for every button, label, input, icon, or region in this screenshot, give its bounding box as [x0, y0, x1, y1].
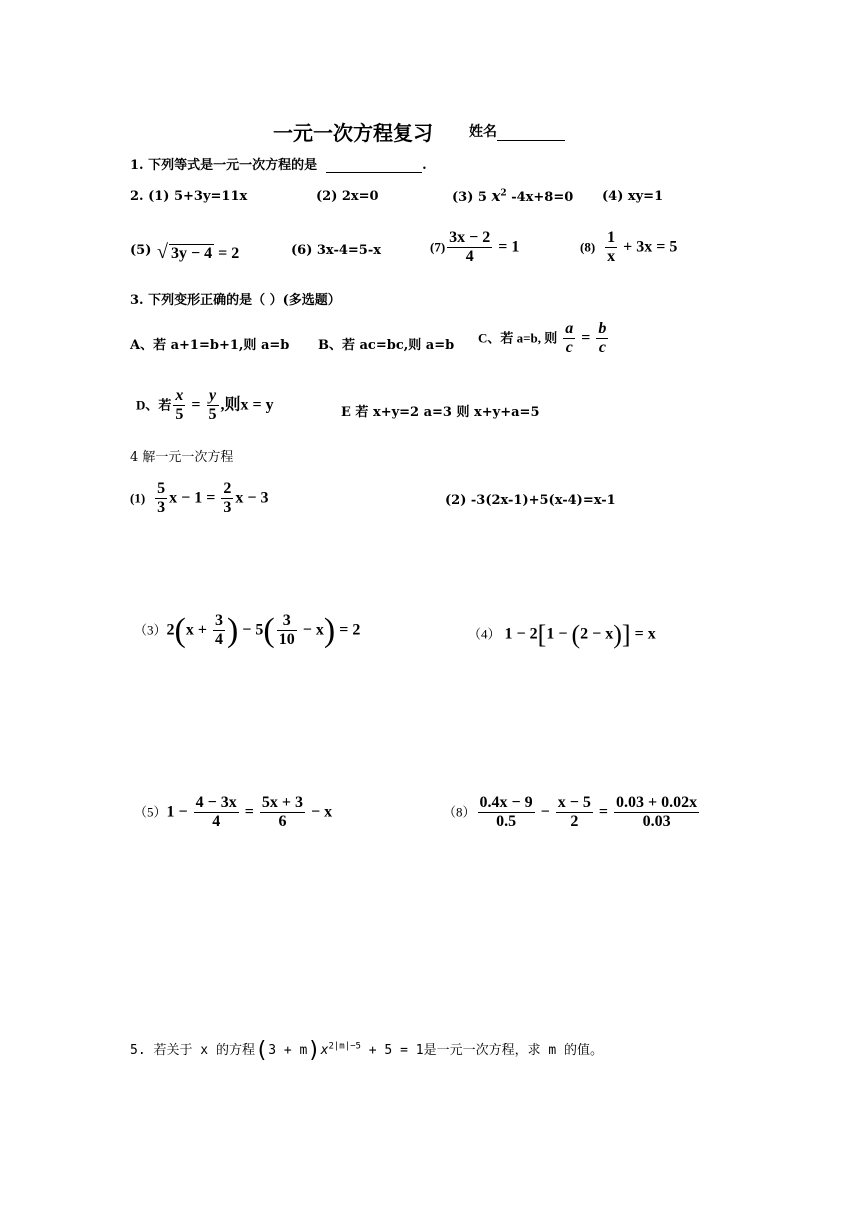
option-b: B、若 ac=bc,则 a=b [318, 338, 455, 353]
fraction: $\frac{a}{c}$ [565, 320, 574, 357]
equation-2: (2) -3(2x-1)+5(x-4)=x-1 [445, 493, 616, 508]
name-blank [497, 126, 565, 141]
q2-item-7: (7) $\frac{3x - 2}{4}$ = 1 [430, 229, 520, 266]
fraction: $\frac{y}{5}$ [208, 387, 217, 424]
fraction: $\frac{x}{5}$ [175, 387, 184, 424]
q2-item-4: (4) xy=1 [602, 189, 664, 204]
name-field [469, 121, 565, 141]
option-d: D、若 $\frac{x}{5}$ = $\frac{y}{5}$ ,则x = y [136, 387, 274, 424]
fraction: $\frac{5}{3}$ [157, 480, 166, 517]
radical-sign: √ [157, 241, 168, 263]
fraction: $\frac{4 - 3x}{4}$ [195, 794, 237, 831]
fraction: $\frac{b}{c}$ [598, 320, 607, 357]
fraction: $\frac{0.03 + 0.02x}{0.03}$ [616, 794, 698, 831]
fraction: $\frac{1}{x}$ [607, 229, 616, 266]
question-1: 1. 下列等式是一元一次方程的是 . [130, 158, 427, 173]
name-label: 姓名 [469, 124, 497, 140]
q2-item-6: (6) 3x-4=5-x [291, 243, 381, 258]
equation-1: (1) $\frac{5}{3}$ x − 1 = $\frac{2}{3}$ x − 3 [130, 480, 269, 517]
equation-3: （3）2(x + $\frac{3}{4}$ ) − 5( $\frac{3}{10}$ − x) = 2 [134, 611, 361, 649]
answer-blank [326, 159, 422, 173]
q2-item-5: √ 3y − 4 = 2 [157, 241, 240, 263]
equation-8: （8） $\frac{0.4x - 9}{0.5}$ − $\frac{x - 5}{2}$ = $\frac{0.03 + 0.02x}{0.03}$ [443, 794, 698, 831]
question-4-heading: 4 解一元一次方程 [130, 450, 234, 465]
fraction: $\frac{5x + 3}{6}$ [261, 794, 304, 831]
fraction: $\frac{2}{3}$ [223, 480, 232, 517]
q2-item-1: 2. (1) 5+3y=11x [130, 189, 248, 204]
option-e: E 若 x+y=2 a=3 则 x+y+a=5 [341, 405, 540, 420]
q2-item-3: (3) 5 $x^2$ -4x+8=0 [452, 187, 574, 205]
q2-item-8: (8) $\frac{1}{x}$ + 3x = 5 [580, 229, 678, 266]
option-c: C、若 a=b, 则 $\frac{a}{c}$ = $\frac{b}{c}$ [478, 320, 607, 357]
question-3: 3. 下列变形正确的是（ ）(多选题） [130, 293, 341, 308]
equation-4: （4） 1 − 2[1 − (2 − x)] = x [468, 620, 656, 649]
fraction: $\frac{3x - 2}{4}$ [449, 229, 491, 266]
fraction: $\frac{3}{4}$ [214, 612, 223, 649]
q2-item-2: (2) 2x=0 [316, 189, 379, 204]
equation-5: （5）1 − $\frac{4 - 3x}{4}$ = $\frac{5x + 3}{6}$ − x [134, 794, 333, 831]
option-a: A、若 a+1=b+1,则 a=b [130, 338, 290, 353]
question-5: 5. 若关于 x 的方程$(3 + m)x^{2|m|-5} + 5 = 1$是一元一次方程，求 m 的值。 [130, 1038, 604, 1063]
fraction: $\frac{3}{10}$ [278, 612, 295, 649]
page-title: 一元一次方程复习 [273, 121, 433, 145]
radicand: 3y − 4 [170, 245, 213, 262]
fraction: $\frac{0.4x - 9}{0.5}$ [479, 794, 533, 831]
q2-item-5-label: (5) [130, 243, 152, 258]
fraction: $\frac{x - 5}{2}$ [557, 794, 591, 831]
